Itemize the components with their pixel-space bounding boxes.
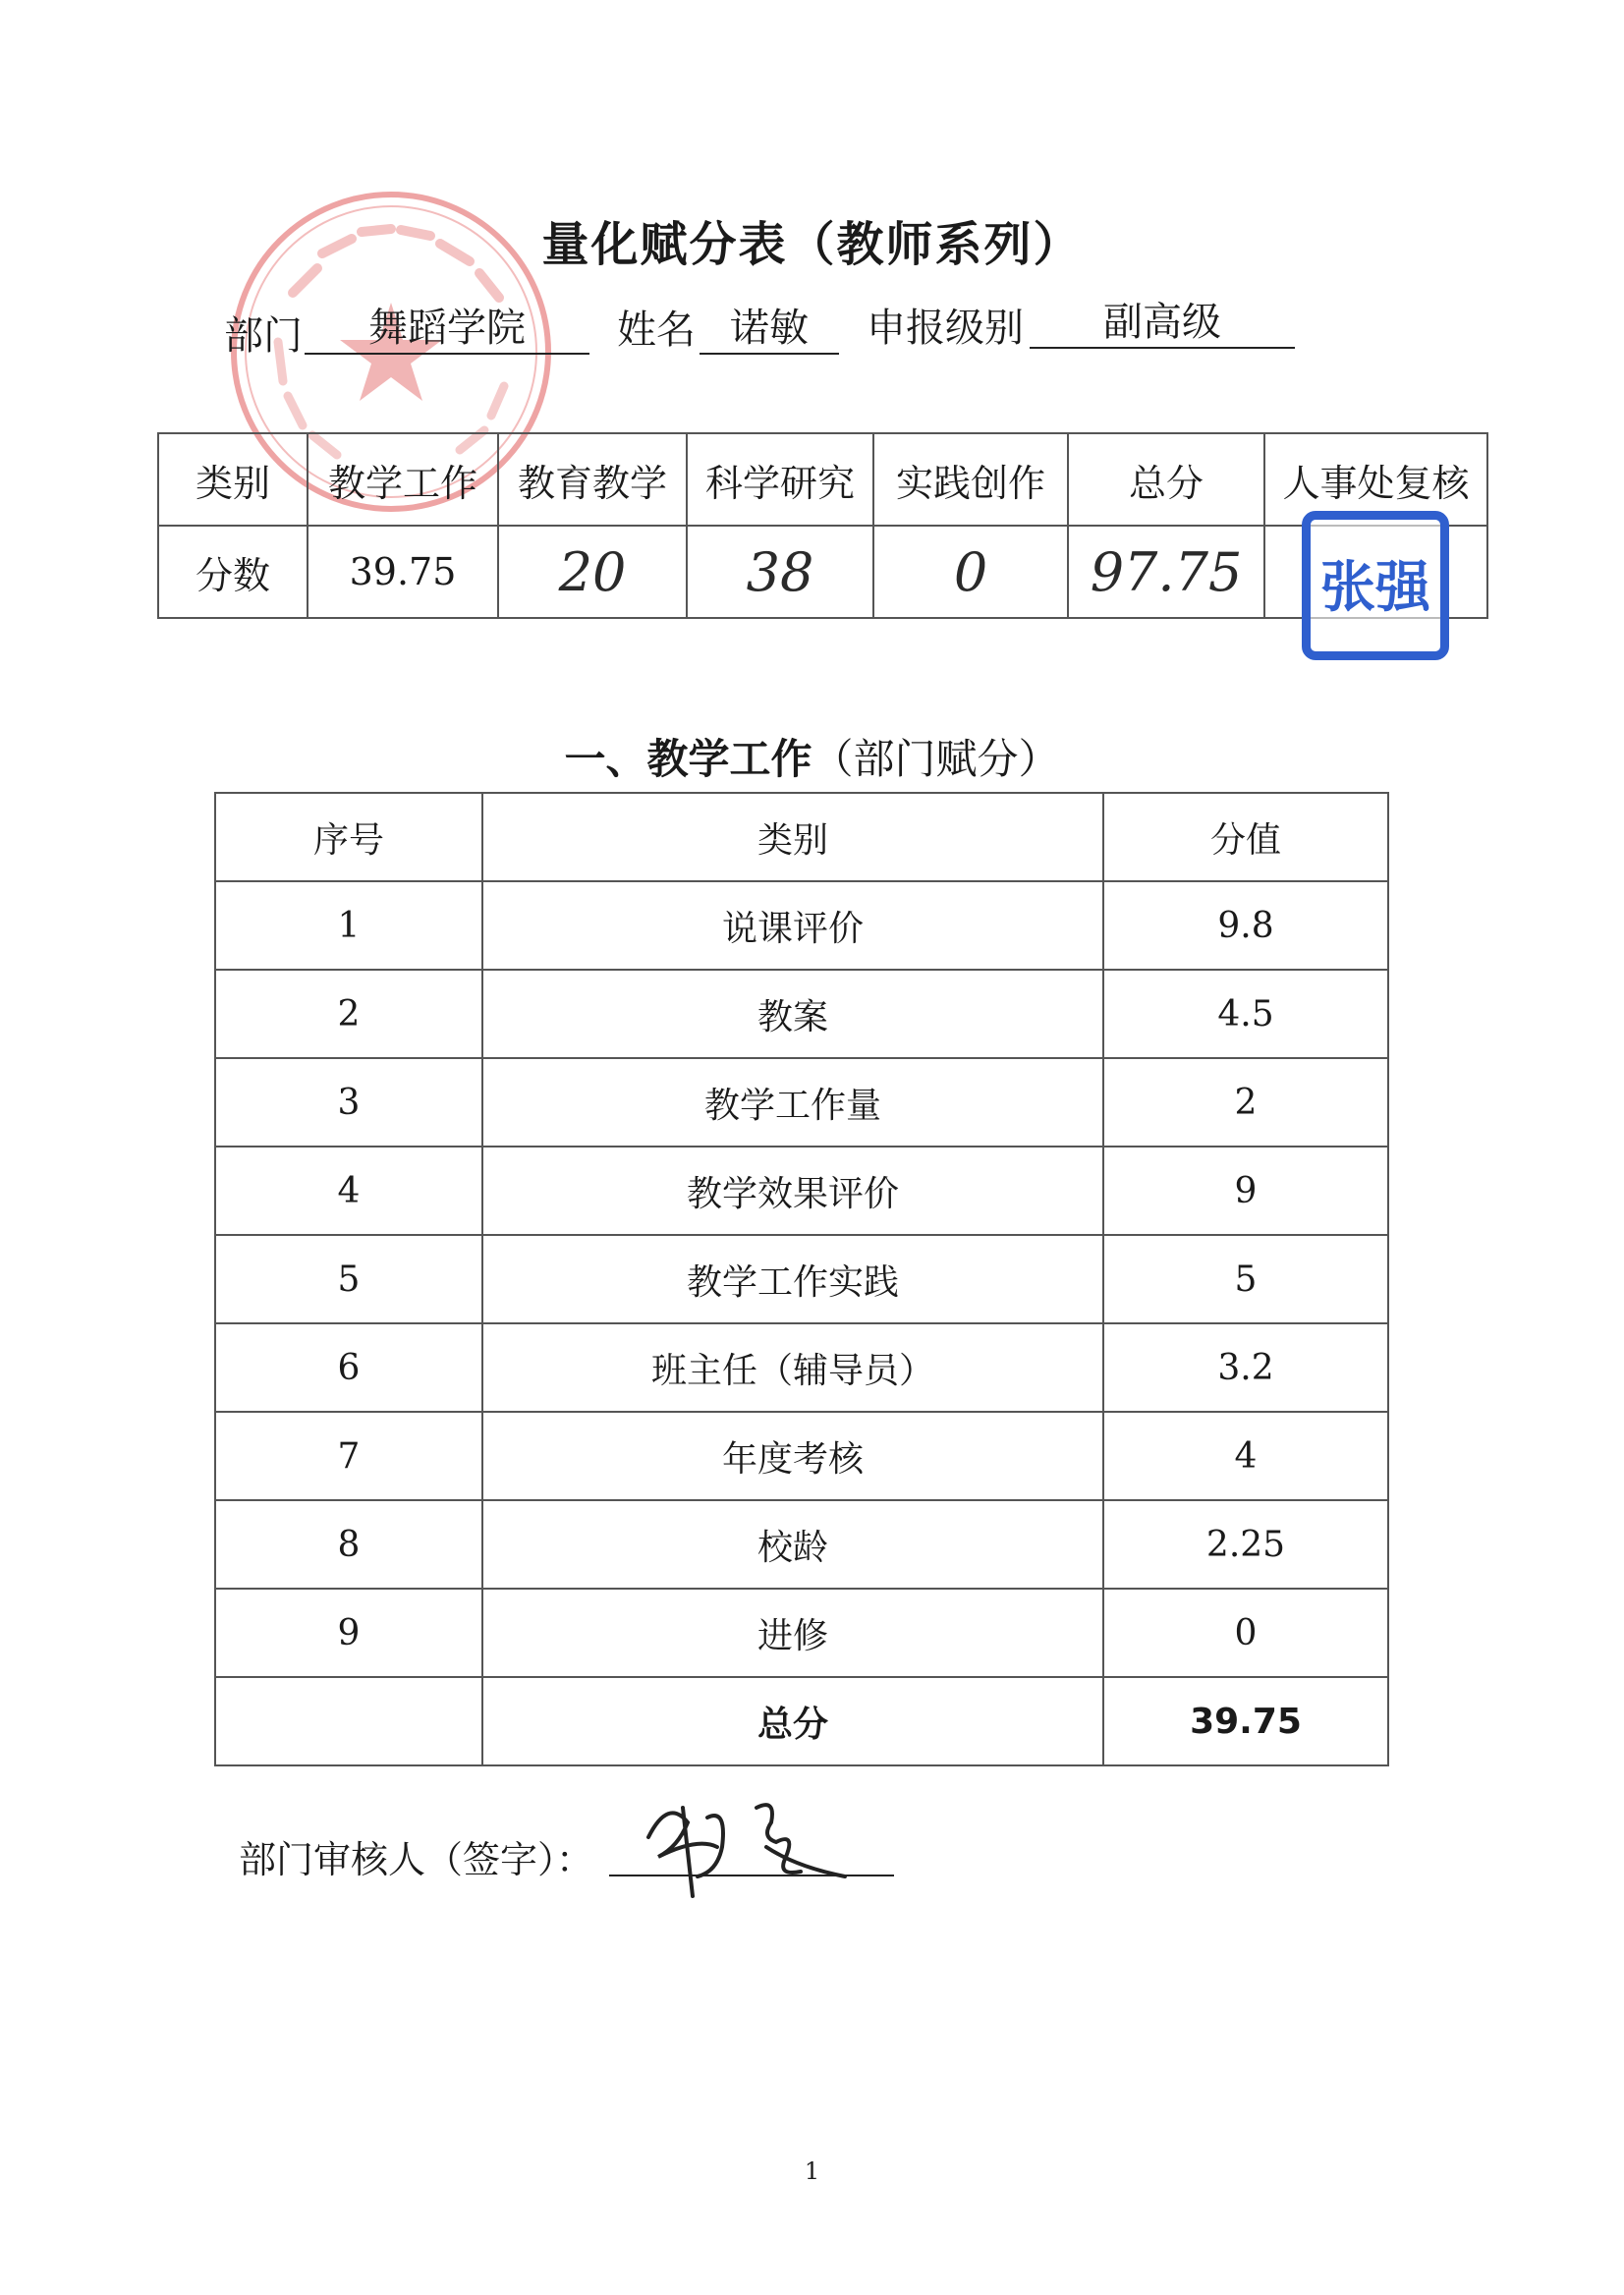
total-label: 总分 [482, 1677, 1103, 1765]
detail-header-cell: 序号 [215, 793, 482, 881]
score-total: 97.75 [1068, 526, 1264, 618]
summary-table [157, 432, 1488, 619]
name-value: 诺敏 [700, 297, 839, 355]
summary-header-cell: 科学研究 [687, 433, 873, 526]
summary-score-row [158, 526, 1487, 618]
row-number: 3 [215, 1058, 482, 1147]
page-title: 量化赋分表（教师系列） [541, 217, 1083, 272]
svg-text:张强: 张强 [1320, 556, 1430, 620]
handwritten-signature-icon [629, 1778, 865, 1906]
row-score: 4 [1103, 1412, 1388, 1500]
row-number: 7 [215, 1412, 482, 1500]
row-category: 教学工作实践 [482, 1235, 1103, 1323]
row-score: 9.8 [1103, 881, 1388, 970]
table-row [215, 881, 1388, 970]
row-category: 班主任（辅导员） [482, 1323, 1103, 1412]
row-category: 教学工作量 [482, 1058, 1103, 1147]
table-row [215, 1323, 1388, 1412]
section-title-sub: （部门赋分） [812, 735, 1060, 783]
row-number: 6 [215, 1323, 482, 1412]
row-score: 2 [1103, 1058, 1388, 1147]
detail-header-cell: 类别 [482, 793, 1103, 881]
total-value: 39.75 [1103, 1677, 1388, 1765]
summary-row-label: 分数 [158, 526, 308, 618]
dept-value: 舞蹈学院 [305, 297, 589, 355]
row-score: 9 [1103, 1147, 1388, 1235]
summary-header-cell: 人事处复核 [1264, 433, 1487, 526]
row-category: 校龄 [482, 1500, 1103, 1589]
level-label: 申报级别 [867, 306, 1024, 351]
table-row [215, 1058, 1388, 1147]
row-number: 8 [215, 1500, 482, 1589]
row-score: 3.2 [1103, 1323, 1388, 1412]
row-score: 4.5 [1103, 970, 1388, 1058]
row-category: 说课评价 [482, 881, 1103, 970]
summary-header-cell: 实践创作 [873, 433, 1068, 526]
row-number: 9 [215, 1589, 482, 1677]
row-score: 5 [1103, 1235, 1388, 1323]
row-score: 0 [1103, 1589, 1388, 1677]
total-empty-cell [215, 1677, 482, 1765]
table-row [215, 970, 1388, 1058]
score-practice: 0 [873, 526, 1068, 618]
teaching-detail-table [214, 792, 1389, 1766]
total-row [215, 1677, 1388, 1765]
summary-header-cell: 类别 [158, 433, 308, 526]
page-number: 1 [804, 2157, 820, 2185]
detail-header-row [215, 793, 1388, 881]
row-score: 2.25 [1103, 1500, 1388, 1589]
table-row [215, 1500, 1388, 1589]
reviewer-sign-label: 部门审核人（签字）： [239, 1838, 594, 1881]
level-value: 副高级 [1030, 291, 1295, 349]
blue-seal-icon [1311, 520, 1440, 651]
row-number: 5 [215, 1235, 482, 1323]
row-number: 1 [215, 881, 482, 970]
score-research: 38 [687, 526, 873, 618]
blue-seal-stamp [1302, 511, 1449, 660]
row-category: 年度考核 [482, 1412, 1103, 1500]
score-education: 20 [498, 526, 687, 618]
row-category: 进修 [482, 1589, 1103, 1677]
score-teaching: 39.75 [308, 526, 498, 618]
dept-label: 部门 [224, 313, 303, 359]
table-row [215, 1412, 1388, 1500]
summary-header-cell: 教学工作 [308, 433, 498, 526]
summary-header-cell: 教育教学 [498, 433, 687, 526]
table-row [215, 1235, 1388, 1323]
summary-header-row [158, 433, 1487, 526]
row-category: 教案 [482, 970, 1103, 1058]
row-category: 教学效果评价 [482, 1147, 1103, 1235]
detail-header-cell: 分值 [1103, 793, 1388, 881]
table-row [215, 1147, 1388, 1235]
summary-header-cell: 总分 [1068, 433, 1264, 526]
section-title [0, 727, 1624, 786]
row-number: 4 [215, 1147, 482, 1235]
name-label: 姓名 [617, 308, 696, 353]
table-row [215, 1589, 1388, 1677]
section-title-main: 一、教学工作 [564, 735, 812, 783]
row-number: 2 [215, 970, 482, 1058]
